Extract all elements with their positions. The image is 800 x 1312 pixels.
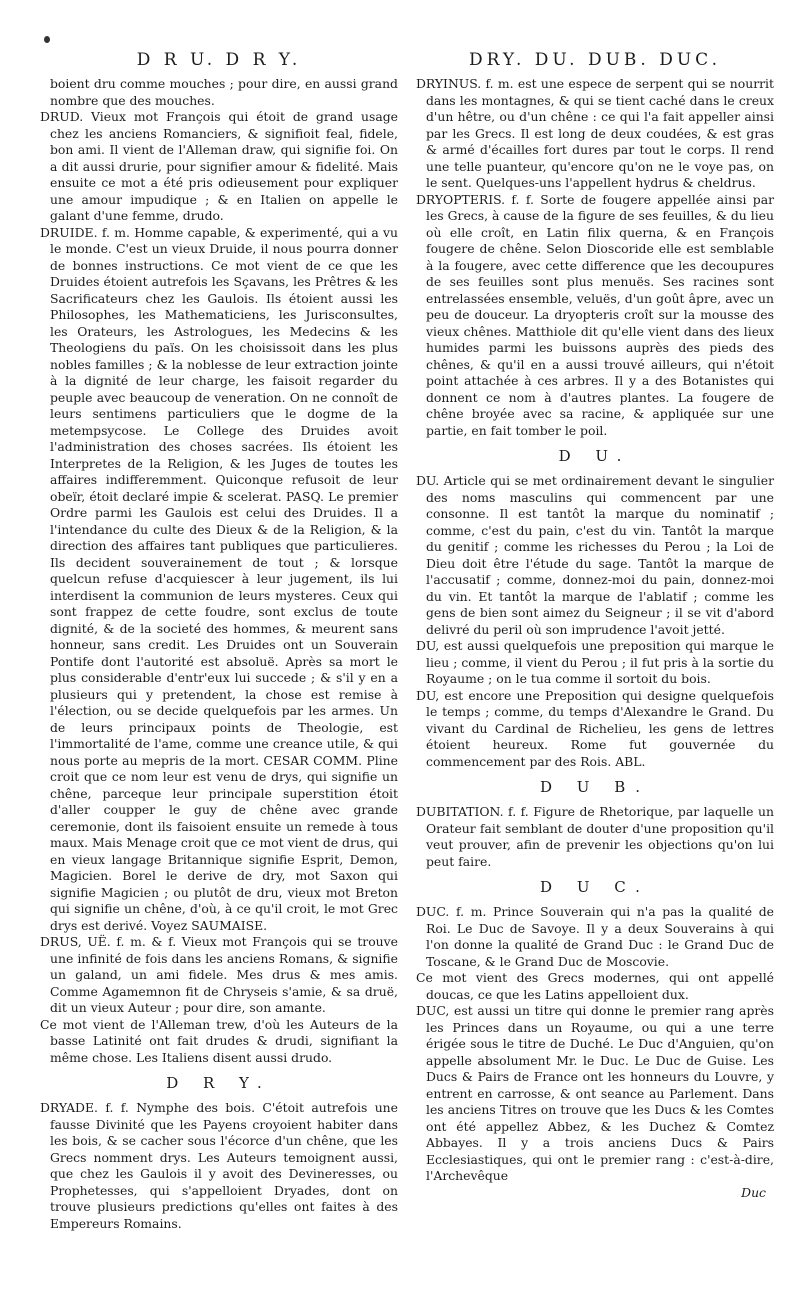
dictionary-entry: DRYOPTERIS. f. f. Sorte de fougere appellée ainsi par les Grecs, à cause de la figure de ses feuilles, & du lieu où elle croît, en Latin filix querna, & en François fougere de chêne. Selon Dioscoride elle est semblable à la fougere, avec cette difference que les decoupures de ses feuilles sont plus menuës. Ses racines sont entrelassées ensemble, veluës, d'un goût âpre, avec un peu de douceur. La dryopteris croît sur la mousse des vieux chênes. Matthiole dit qu'elle vient dans des lieux humides parmi les buissons auprès des pieds des chênes, & qu'il en a aussi trouvé ailleurs, qui n'étoit point attachée à ces arbres. Il y a des Botanistes qui donnent ce nom à d'autres plantes. La fougere de chêne broyée avec sa racine, & appliquée sur une partie, en fait tomber le poil. (416, 191, 774, 438)
dictionary-entry: DUBITATION. f. f. Figure de Rhetorique, par laquelle un Orateur fait semblant de douter d'une proposition qu'il veut prouver, afin de prevenir les objections qu'on lui peut faire. (416, 804, 774, 869)
dictionary-entry: DRYINUS. f. m. est une espece de serpent qui se nourrit dans les montagnes, & qui se tient caché dans le creux d'un hêtre, ou d'un chêne : ce qui l'a fait appeller ainsi par les Grecs. Il est long de deux coudées, & est gras & armé d'écailles fort dures par tout le corps. Il rend une telle puanteur, qu'encore qu'on ne le voye pas, on le sent. Quelques-uns l'appellent hydrus & cheldrus. (416, 76, 774, 190)
right-column-body (416, 76, 774, 1185)
section-heading: D U. (558, 447, 632, 465)
left-column-body (40, 76, 398, 1232)
dictionary-entry: DRYADE. f. f. Nymphe des bois. C'étoit autrefois une fausse Divinité que les Payens croyoient habiter dans les bois, & se cacher sous l'écorce d'un chêne, que les Grecs nomment drys. Les Auteurs temoignent aussi, que chez les Gaulois il y avoit des Devineresses, ou Prophetesses, qui s'appelloient Dryades, dont on trouve plusieurs predictions qu'elles ont faites à des Empereurs Romains. (40, 1100, 398, 1231)
running-head-left: D R U. D R Y. (136, 50, 302, 70)
continued-paragraph: boient dru comme mouches ; pour dire, en aussi grand nombre que des mouches. (50, 76, 398, 108)
section-heading: D U B. (540, 778, 650, 796)
dictionary-entry: Ce mot vient des Grecs modernes, qui ont appellé doucas, ce que les Latins appelloient dux. (416, 970, 774, 1002)
left-column (40, 50, 398, 1232)
section-heading: D R Y. (166, 1074, 272, 1092)
catchword: Duc (741, 1184, 766, 1200)
dictionary-entry: DUC. f. m. Prince Souverain qui n'a pas la qualité de Roi. Le Duc de Savoye. Il y a deux Souverains à qui l'on donne la qualité de Grand Duc : le Grand Duc de Toscane, & le Grand Duc de Moscovie. (416, 904, 774, 969)
running-head-right: DRY. DU. DUB. DUC. (469, 50, 721, 70)
dictionary-entry: DRUS, UË. f. m. & f. Vieux mot François qui se trouve une infinité de fois dans les anciens Romans, & signifie un galand, un ami fidele. Mes drus & mes amis. Comme Agamemnon fit de Chryseis s'amie, & sa druë, dit un vieux Auteur ; pour dire, son amante. (40, 934, 398, 1015)
dictionary-entry: DRUD. Vieux mot François qui étoit de grand usage chez les anciens Romanciers, & signifioit feal, fidele, bon ami. Il vient de l'Alleman draw, qui signifie foi. On a dit aussi drurie, pour signifier amour & fidelité. Mais ensuite ce mot a été pris odieusement pour expliquer une amour impudique ; & en Italien on appelle le galant d'une femme, drudo. (40, 109, 398, 223)
page-mark (44, 36, 50, 43)
right-column (416, 50, 774, 1200)
dictionary-entry: Ce mot vient de l'Alleman trew, d'où les Auteurs de la basse Latinité ont fait drudes & drudi, signifiant la même chose. Les Italiens disent aussi drudo. (40, 1016, 398, 1065)
dictionary-entry: DU, est encore une Preposition qui designe quelquefois le temps ; comme, du temps d'Alexandre le Grand. Du vivant du Cardinal de Richelieu, les gens de lettres étoient heureux. Rome fut gouvernée du commencement par des Rois. ABL. (416, 687, 774, 769)
dictionary-entry: DUC, est aussi un titre qui donne le premier rang après les Princes dans un Royaume, ou qui a une terre érigée sous le titre de Duché. Le Duc d'Anguien, qu'on appelle absolument Mr. le Duc. Le Duc de Guise. Les Ducs & Pairs de France ont les honneurs du Louvre, y entrent en carrosse, & ont seance au Parlement. Dans les anciens Titres on trouve que les Ducs & les Comtes ont été appellez Abbez, & les Duchez & Comtez Abbayes. Il y a trois anciens Ducs & Pairs Ecclesiastiques, qui ont le premier rang : c'est-à-dire, l'Archevêque (416, 1003, 774, 1183)
dictionary-entry: DRUIDE. f. m. Homme capable, & experimenté, qui a vu le monde. C'est un vieux Druide, il nous pourra donner de bonnes instructions. Ce mot vient de ce que les Druides étoient autrefois les Sçavans, les Prêtres & les Sacrificateurs chez les Gaulois. Ils étoient aussi les Philosophes, les Mathematiciens, les Jurisconsultes, les Orateurs, les Astrologues, les Medecins & les Theologiens du païs. On les choisissoit dans les plus nobles familles ; & la noblesse de leur extraction jointe à la dignité de leur charge, les faisoit regarder du peuple avec beaucoup de veneration. On ne connoît de leurs sentimens particuliers que le dogme de la metempsycose. Le College des Druides avoit l'administration des choses sacrées. Ils étoient les Interpretes de la Religion, & les Juges de toutes les affaires indifferemment. Quiconque refusoit de leur obeïr, étoit declaré impie & scelerat. PASQ. Le premier Ordre parmi les Gaulois est celui des Druides. Il a l'intendance du culte des Dieux & de la Religion, & la direction des affaires tant publiques que particulieres. Ils decident souverainement de tout ; & lorsque quelcun refuse d'acquiescer à leur jugement, ils lui interdisent la communion de leurs mysteres. Ceux qui sont frappez de cette foudre, sont exclus de toute dignité, & de la societé des hommes, & meurent sans honneur, sans credit. Les Druides ont un Souverain Pontife dont l'autorité est absoluë. Après sa mort le plus considerable d'entr'eux lui succede ; & s'il y en a plusieurs qui y pretendent, la chose est remise à l'élection, ou se decide quelquefois par les armes. Un de leurs principaux points de Theologie, est l'immortalité de l'ame, comme une creance utile, & qui nous porte au mepris de la mort. CESAR COMM. Pline croit que ce nom leur est venu de drys, qui signifie un chêne, parceque leur principale superstition étoit d'aller coupper le guy de chêne avec grande ceremonie, dont ils faisoient ensuite un remede à tous maux. Mais Menage croit que ce mot vient de drus, qui en vieux langage Britannique signifie Esprit, Demon, Magicien. Borel le derive de dry, mot Saxon qui signifie Magicien ; ou plutôt de dru, vieux mot Breton qui signifie un chêne, d'où, à ce qu'il croit, le mot Grec drys est derivé. Voyez SAUMAISE. (40, 224, 398, 933)
section-heading: D U C. (540, 878, 650, 896)
dictionary-entry: DU. Article qui se met ordinairement devant le singulier des noms masculins qui commencent par une consonne. Il est tantôt la marque du nominatif ; comme, c'est du pain, c'est du vin. Tantôt la marque du genitif ; comme les richesses du Perou ; la Loi de Dieu doit être l'étude du sage. Tantôt la marque de l'accusatif ; comme, donnez-moi du pain, donnez-moi du vin. Et tantôt la marque de l'ablatif ; comme les gens de bien sont aimez du Seigneur ; il se vit d'abord delivré du peril où son imprudence l'avoit jetté. (416, 473, 774, 637)
dictionary-entry: DU, est aussi quelquefois une preposition qui marque le lieu ; comme, il vient du Perou ; il fut pris à la sortie du Royaume ; on le tua comme il sortoit du bois. (416, 638, 774, 686)
